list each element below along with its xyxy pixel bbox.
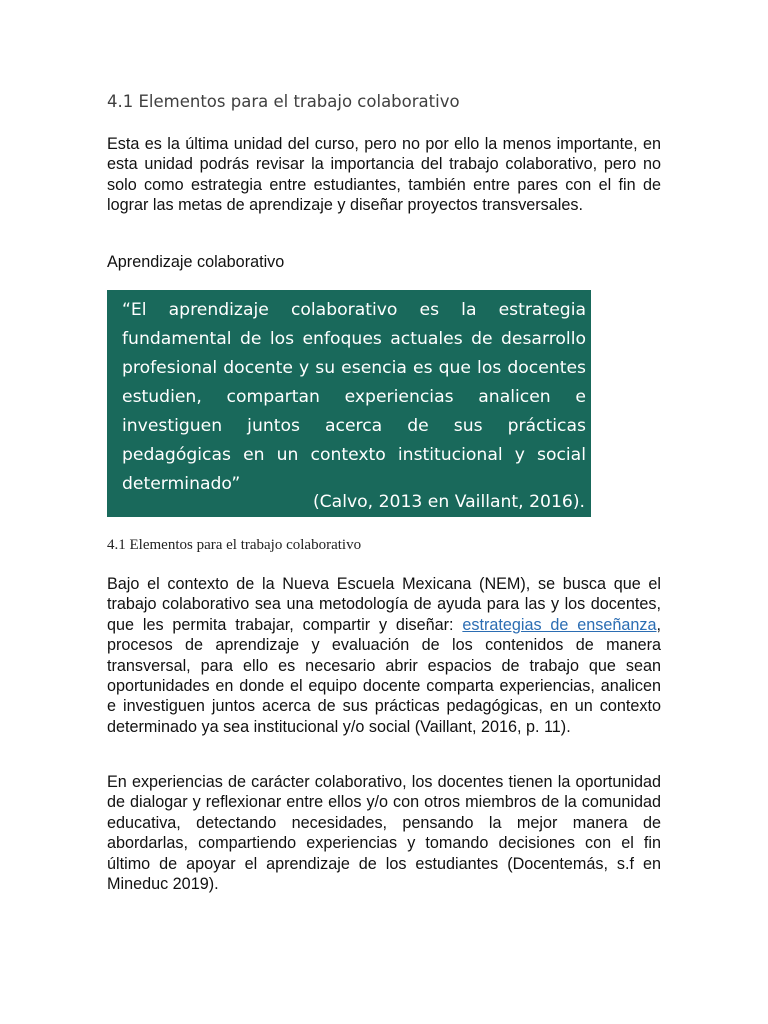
paragraph-nem-text-2: , procesos de aprendizaje y evaluación de los contenidos de manera transversal, para ello es necesario abrir espacios de trabajo que sean oportunidades en donde el equipo docente comparta experiencias, analicen e investiguen juntos acerca de sus prácticas pedagógicas, en un contexto determinado ya sea institucional y/o social (Vaillant, 2016, p. 11). — [107, 615, 662, 736]
paragraph-experiencias: En experiencias de carácter colaborativo, los docentes tienen la oportunidad de dialogar y reflexionar entre ellos y/o con otros miembros de la comunidad educativa, detectando necesidades, pensando la mejor manera de abordarlas, compartiendo experiencias y tomando decisiones con el fin último de apoyar el aprendizaje de los estudiantes (Docentemás, s.f en Mineduc 2019). — [107, 773, 661, 894]
section-heading: 4.1 Elementos para el trabajo colaborativo — [107, 92, 460, 111]
quote-citation: (Calvo, 2013 en Vaillant, 2016). — [312, 492, 585, 512]
paragraph-nem-text-1: Bajo el contexto de la Nueva Escuela Mexicana (NEM), se busca que el trabajo colaborativo sea una metodología de ayuda para las y los docentes, que les permita trabajar, compartir y diseñar: — [107, 575, 661, 634]
paragraph-nem — [107, 574, 661, 737]
quote-text: “El aprendizaje colaborativo es la estrategia fundamental de los enfoques actuales de desarrollo profesional docente y su esencia es que los docentes estudien, compartan experiencias analicen e investiguen juntos acerca de sus prácticas pedagógicas en un contexto institucional y social determinado” — [122, 300, 586, 494]
intro-paragraph: Esta es la última unidad del curso, pero no por ello la menos importante, en esta unidad podrás revisar la importancia del trabajo colaborativo, pero no solo como estrategia entre estudiantes, también entre pares con el fin de lograr las metas de aprendizaje y diseñar proyectos transversales. — [107, 135, 661, 215]
estrategias-link[interactable]: estrategias de enseñanza — [462, 615, 657, 634]
quote-box — [107, 290, 591, 517]
section-heading-2: 4.1 Elementos para el trabajo colaborativo — [107, 537, 362, 553]
subheading-aprendizaje: Aprendizaje colaborativo — [107, 253, 285, 271]
